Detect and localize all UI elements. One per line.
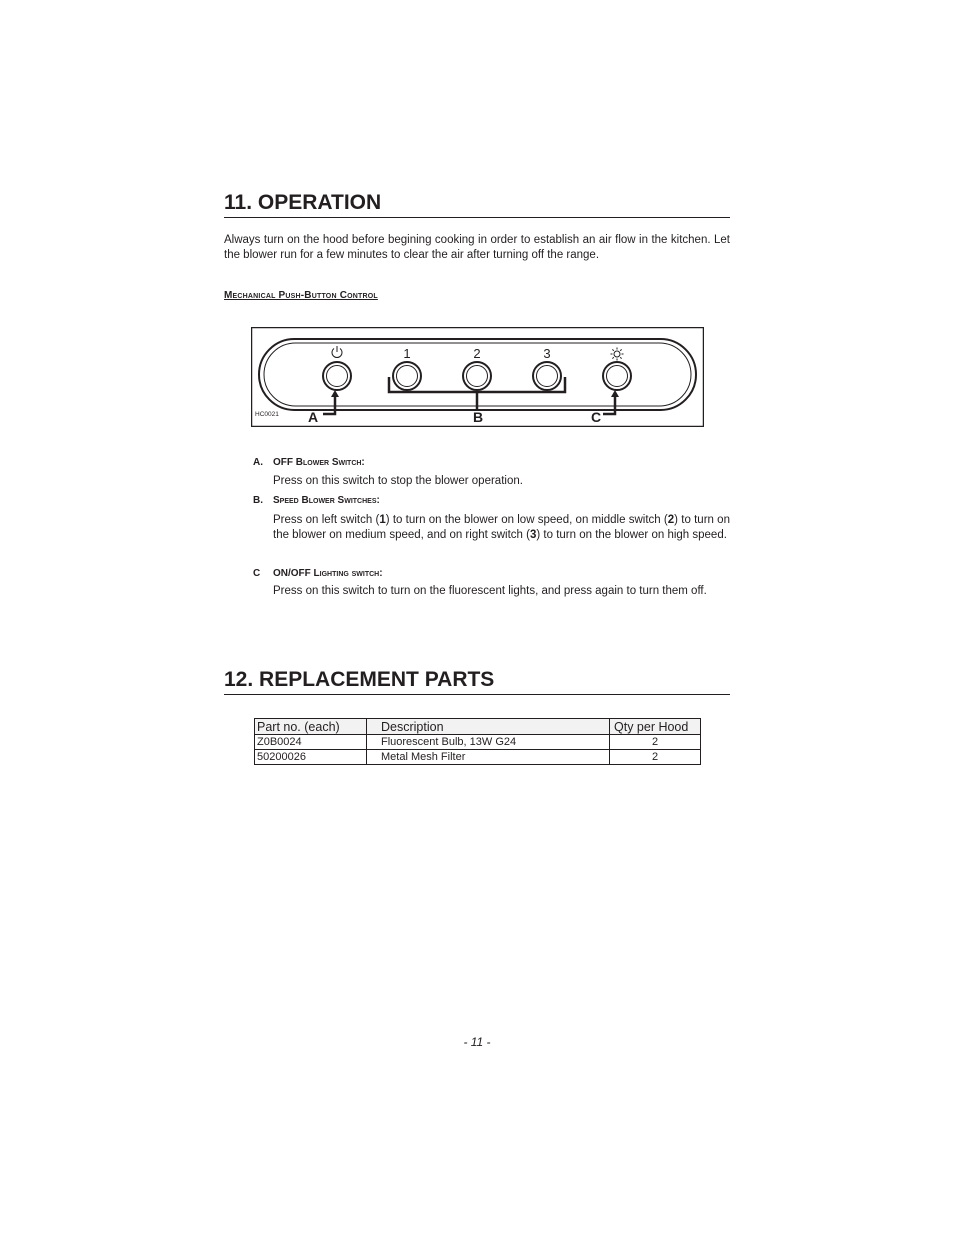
- item-a-title: OFF Blower Switch:: [273, 457, 365, 468]
- item-c-key: C: [253, 568, 261, 579]
- table-row: [255, 750, 701, 765]
- speed-1-button: [393, 362, 421, 390]
- operation-title: 11. OPERATION: [224, 190, 730, 218]
- speed-3-button: [533, 362, 561, 390]
- item-c-title: ON/OFF Lighting switch:: [273, 568, 383, 579]
- operation-intro: Always turn on the hood before begining cooking in order to establish an air flow in the kitchen. Let the blower run for a few minutes to clear the air after turning off the range.: [224, 234, 730, 261]
- callout-c: C: [590, 409, 602, 425]
- parts-header-row: [255, 719, 701, 735]
- item-a-label: [253, 457, 365, 468]
- header-description: Description: [367, 719, 610, 735]
- qty-cell: 2: [610, 735, 701, 750]
- off-blower-button: [323, 362, 351, 390]
- page-number: - 11 -: [463, 1035, 491, 1049]
- diagram-code: HC0021: [255, 411, 279, 418]
- item-c-label: [253, 568, 383, 579]
- speed-2-label: 2: [473, 346, 481, 361]
- item-a-key: A.: [253, 457, 263, 468]
- callout-a: A: [307, 409, 319, 425]
- description-cell: Metal Mesh Filter: [367, 750, 610, 765]
- table-row: [255, 735, 701, 750]
- header-part-no: Part no. (each): [255, 719, 367, 735]
- control-panel-diagram: [251, 327, 704, 427]
- header-qty: Qty per Hood: [610, 719, 701, 735]
- control-heading: Mechanical Push-Button Control: [224, 290, 378, 301]
- parts-title: 12. REPLACEMENT PARTS: [224, 667, 730, 695]
- item-b-label: [253, 495, 380, 506]
- item-a-text: Press on this switch to stop the blower operation.: [273, 475, 523, 487]
- speed-3-label: 3: [543, 346, 551, 361]
- item-b-key: B.: [253, 495, 263, 506]
- item-c-text: Press on this switch to turn on the fluorescent lights, and press again to turn them off.: [273, 585, 707, 597]
- parts-table: [254, 718, 701, 765]
- description-cell: Fluorescent Bulb, 13W G24: [367, 735, 610, 750]
- part-no-cell: 50200026: [255, 750, 367, 765]
- qty-cell: 2: [610, 750, 701, 765]
- speed-2-button: [463, 362, 491, 390]
- callout-b: B: [472, 409, 484, 425]
- light-button: [603, 362, 631, 390]
- speed-1-label: 1: [403, 346, 411, 361]
- item-b-title: Speed Blower Switches:: [273, 495, 380, 506]
- part-no-cell: Z0B0024: [255, 735, 367, 750]
- item-b-text: Press on left switch (1) to turn on the blower on low speed, on middle switch (2) to turn on the blower on medium speed, and on right switch (3) to turn on the blower on high speed.: [273, 514, 730, 541]
